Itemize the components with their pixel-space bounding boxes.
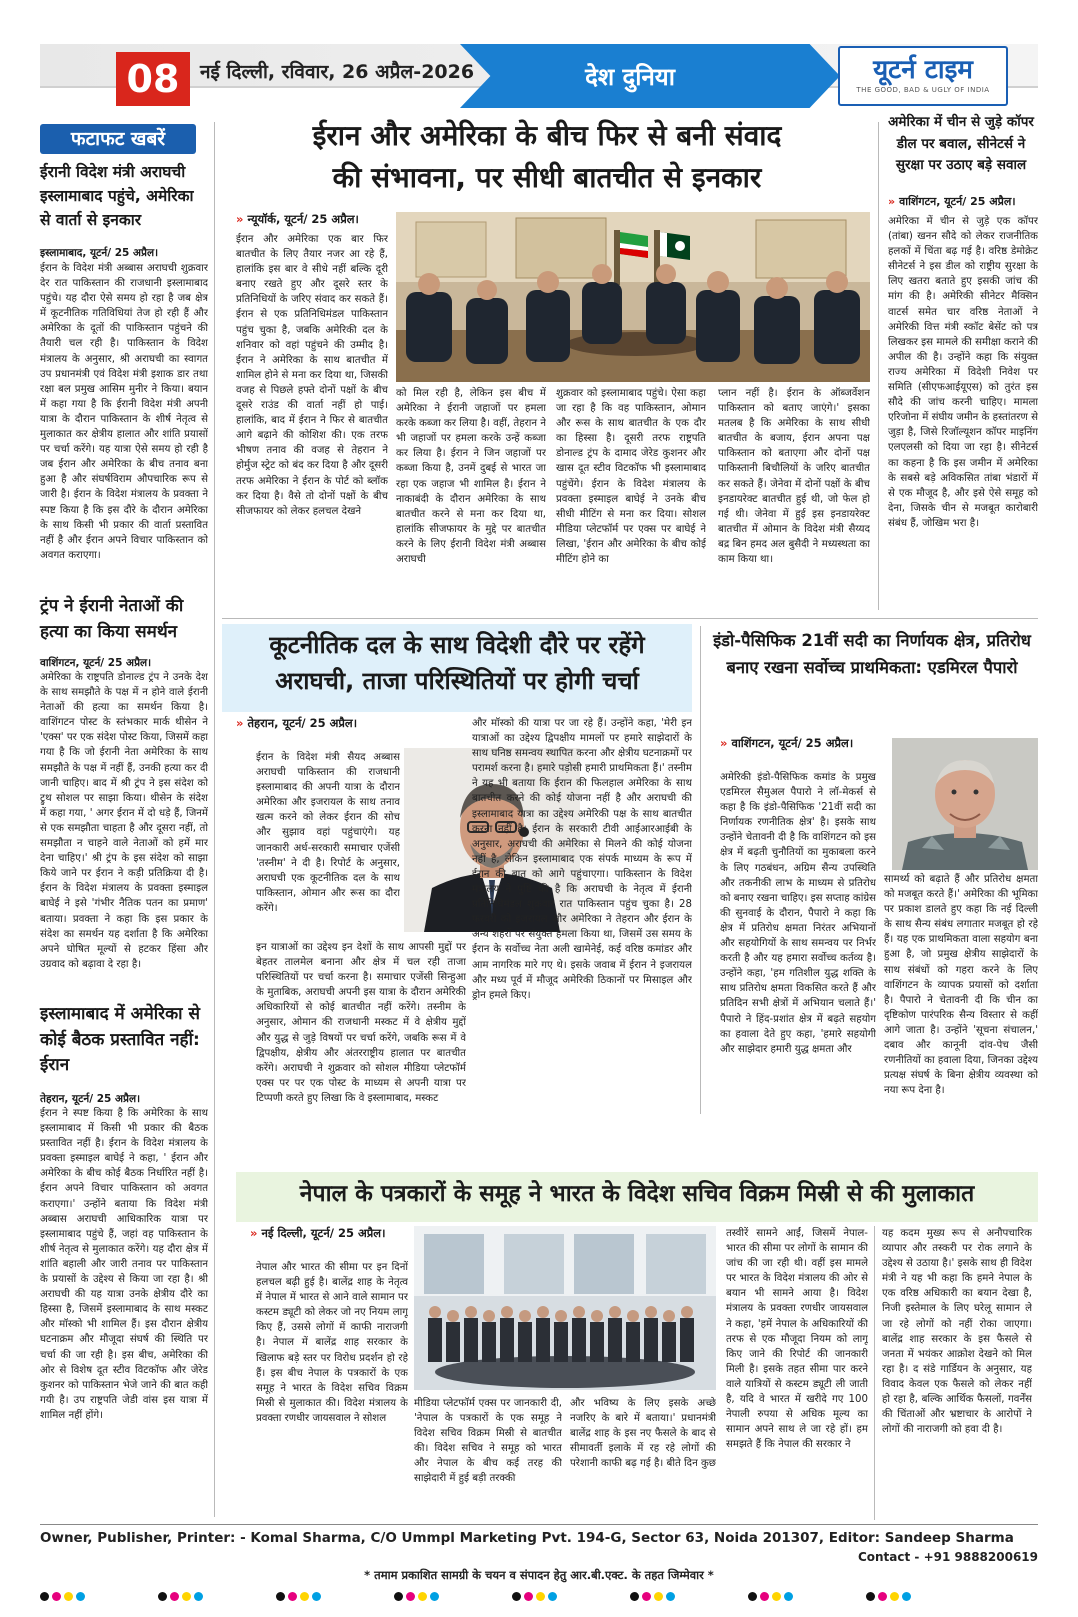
copper-deal-dateline: [888, 194, 1038, 209]
dateline-arrow-icon: »: [236, 212, 244, 226]
print-registration-marks: [40, 1592, 1038, 1606]
section-divider: [222, 618, 1038, 619]
brief3-body: ईरान ने स्पष्ट किया है कि अमेरिका के साथ इस्लामाबाद में किसी भी प्रकार की बैठक प्रस्तावित नहीं है। ईरान के विदेश मंत्रालय के प्रवक्ता इस्माइल बाघेई ने कहा, ' ईरान और अमेरिका के बीच कोई बैठक निर्धारित नहीं है। ईरान अपने विचार पाकिस्तान को अवगत कराएगा।' उन्होंने बताया कि विदेश मंत्री अब्बास अराघची आधिकारिक यात्रा पर इस्लामाबाद पहुंचे हैं, जहां वह पाकिस्तान के शीर्ष नेतृत्व से मुलाकात करेंगे। यह दौरा क्षेत्र में शांति बहाली और जारी तनाव पर पाकिस्तान के प्रयासों के उद्देश्य से किया जा रहा है। श्री अराघची की यह यात्रा उनके क्षेत्रीय दौरे का हिस्सा है, जिसमें इस्लामाबाद के साथ मस्कट और मॉस्को भी शामिल हैं। इस दौरान क्षेत्रीय घटनाक्रम और मौजूदा संघर्ष की स्थिति पर चर्चा की जा रही है। इस बीच, अमेरिका की ओर से विशेष दूत स्टीव विटकॉफ और जेरेड कुशनर को पाकिस्तान भेजे जाने की बात कही गयी है। उप राष्ट्रपति जेडी वांस इस यात्रा में शामिल नहीं होंगे।: [40, 1108, 208, 1421]
copper-deal-headline: अमेरिका में चीन से जुड़े कॉपर डील पर बवाल, सीनेटर्स ने सुरक्षा पर उठाए बड़े सवाल: [888, 114, 1034, 174]
brief1-body: ईरान के विदेश मंत्री अब्बास अराघची शुक्रवार देर रात पाकिस्तान की राजधानी इस्लामाबाद पहुंचे। यह दौरा ऐसे समय हो रहा है जब क्षेत्र में कूटनीतिक गतिविधियां तेज हो रही हैं और अमेरिका के दूतों की पाकिस्तान पहुंचने की तैयारी चल रही है। पाकिस्तान के विदेश मंत्रालय के अनुसार, श्री अराघची का स्वागत उप प्रधानमंत्री एवं विदेश मंत्री इशाक डार तथा रक्षा बल प्रमुख आसिम मुनीर ने किया। बयान में कहा गया है कि ईरानी विदेश मंत्री अपनी यात्रा के दौरान पाकिस्तान के शीर्ष नेतृत्व से मुलाकात कर क्षेत्रीय हालात और शांति प्रयासों पर चर्चा करेंगे। यह यात्रा ऐसे समय हो रही है जब ईरान और अमेरिका के बीच तनाव बना हुआ है और संघर्षविराम औपचारिक रूप से जारी है। ईरान के विदेश मंत्रालय के प्रवक्ता ने स्पष्ट किया है कि इस दौरे के दौरान अमेरिका के साथ किसी भी प्रकार की वार्ता प्रस्तावित नहीं है और ईरान अपने विचार पाकिस्तान को अवगत कराएगा।: [40, 263, 208, 561]
lead-body-col1: ईरान और अमेरिका एक बार फिर बातचीत के लिए तैयार नजर आ रहे हैं, हालांकि इस बार वे सीधे नहीं बल्कि दूरी बनाए रखते हुए और दूसरे स्तर के प्रतिनिधियों के जरिए संवाद कर सकते हैं। ईरान से एक प्रतिनिधिमंडल पाकिस्तान पहुंच चुका है, जबकि अमेरिकी दल के शनिवार को वहां पहुंचने की उम्मीद है। ईरान ने अमेरिका के साथ बातचीत में शामिल होने से मना कर दिया था, जिसकी वजह से पिछले हफ्ते दोनों पक्षों के बीच दूसरे राउंड की वार्ता नहीं हो पाई। हालांकि, बाद में ईरान ने फिर से बातचीत आगे बढ़ाने की कोशिश की। एक तरफ भीषण तनाव की वजह से तेहरान ने होर्मुज स्ट्रेट को बंद कर दिया है और दूसरी तरफ अमेरिका ने ईरान के पोर्ट को ब्लॉक कर दिया है। वैसे तो दोनों पक्षों के बीच सीजफायर को लेकर हलचल देखने: [236, 234, 388, 517]
newspaper-logo: [838, 46, 1008, 106]
brief2-body: अमेरिका के राष्ट्रपति डोनाल्ड ट्रंप ने उनके देश के साथ समझौते के पक्ष में न होने वाले ईरानी नेताओं की हत्या का समर्थन किया है। वाशिंगटन पोस्ट के स्तंभकार मार्क थीसेन ने 'एक्स' पर एक संदेश पोस्ट किया, जिसमें कहा गया है कि जो ईरानी नेता अमेरिका के साथ समझौते के पक्ष में नहीं हैं, उनकी हत्या कर दी जानी चाहिए। बाद में श्री ट्रंप ने इस संदेश को ट्रुथ सोशल पर साझा किया। थीसेन के संदेश में कहा गया, ' अगर ईरान में दो धड़े हैं, जिनमें से एक समझौता चाहता है और दूसरा नहीं, तो समझौता न चाहने वाले नेताओं को हमें मार देना चाहिए।' श्री ट्रंप के इस संदेश को साझा किये जाने पर ईरान ने कड़ी प्रतिक्रिया दी है। ईरान के विदेश मंत्रालय के प्रवक्ता इस्माइल बाघेई ने इसे 'गंभीर नैतिक पतन का प्रमाण' बताया। प्रवक्ता ने कहा कि इस प्रकार के संदेश का समर्थन यह दर्शाता है कि अमेरिका अपने घोषित मूल्यों से हटकर हिंसा और उग्रवाद को बढ़ावा दे रहा है।: [40, 672, 208, 970]
paparo-headline: इंडो-पैसिफिक 21वीं सदी का निर्णायक क्षेत्र, प्रतिरोध बनाए रखना सर्वोच्च प्राथमिकता: एडमिरल पैपारो: [713, 631, 1031, 677]
page-number: 08: [116, 52, 190, 106]
nepal-dateline-text: नई दिल्ली, यूटर्न/ 25 अप्रैल।: [261, 1226, 386, 1240]
dateline-arrow-icon: »: [236, 716, 244, 730]
lead-dateline: [236, 212, 396, 227]
registration-dots: [512, 1592, 557, 1601]
lead-photo-meeting: [396, 212, 870, 382]
brief1-headline: ईरानी विदेश मंत्री अराघची इस्लामाबाद पहुंचे, अमेरिका से वार्ता से इनकार: [40, 163, 194, 230]
dateline-arrow-icon: »: [250, 1226, 258, 1240]
imprint-line: Owner, Publisher, Printer: - Komal Sharma, C/O Ummpl Marketing Pvt. 194-G, Sector 63, Noida 201307, Editor: Sandeep Sharma: [40, 1530, 1014, 1546]
araghchi-dateline: [236, 716, 466, 731]
column-divider: [878, 122, 879, 610]
footer-rule: [40, 1524, 1038, 1525]
nepal-body-col3: और भविष्य के लिए इसके अच्छे नजरिए के बारे में बताया।' प्रधानमंत्री बालेंद्र शाह के इस नए फैसले के बाद से सीमावर्ती इलाके में रह रहे लोगों की परेशानी काफी बढ़ गई है। बीते दिन कुछ: [570, 1398, 716, 1470]
copper-deal-dateline-text: वाशिंगटन, यूटर्न/ 25 अप्रैल।: [899, 195, 1016, 208]
logo-text: यूटर्न टाइम: [873, 55, 973, 85]
brief2-dateline: वाशिंगटन, यूटर्न/ 25 अप्रैल।: [40, 657, 152, 669]
araghchi-headline-line1: कूटनीतिक दल के साथ विदेशी दौरे पर रहेंगे: [269, 631, 645, 659]
nepal-body-col5: यह कदम मुख्य रूप से अनौपचारिक व्यापार और तस्करी पर रोक लगाने के उद्देश्य से उठाया है।' इसके साथ ही विदेश मंत्री ने यह भी कहा कि हमने नेपाल के एक वरिष्ठ अधिकारी का बयान देखा है, निजी इस्तेमाल के लिए घरेलू सामान ले जा रहे लोगों को नहीं रोका जाएगा। बालेंद्र शाह सरकार के इस फैसले से जनता में भयंकर आक्रोश देखने को मिल रहा है। द संडे गार्डियन के अनुसार, यह विवाद केवल एक फैसले को लेकर नहीं हो रहा है, बल्कि आर्थिक फैसलों, गवर्नेंस की चिंताओं और भ्रष्टाचार के आरोपों ने लोगों की नाराजगी को हवा दी है।: [882, 1228, 1032, 1436]
meeting-illustration: [396, 212, 870, 382]
paparo-dateline: [720, 736, 870, 751]
nepal-photo-group: [414, 1226, 716, 1390]
brief3-headline: इस्लामाबाद में अमेरिका से कोई बैठक प्रस्तावित नहीं: ईरान: [40, 1004, 200, 1075]
admiral-illustration: [892, 738, 1038, 870]
lead-dateline-text: न्यूयॉर्क, यूटर्न/ 25 अप्रैल।: [247, 212, 359, 226]
brief3-dateline: तेहरान, यूटर्न/ 25 अप्रैल।: [40, 1093, 141, 1105]
nepal-body-col4: तस्वीरें सामने आईं, जिसमें नेपाल-भारत की सीमा पर लोगों के सामान की जांच की जा रही थी। वहीं इस मामले पर भारत के विदेश मंत्रालय की ओर से बयान भी सामने आया है। विदेश मंत्रालय के प्रवक्ता रणधीर जायसवाल ने कहा, 'हमें नेपाल के अधिकारियों की तरफ से एक मौजूदा नियम को लागू किए जाने की रिपोर्ट की जानकारी मिली है। इसके तहत सीमा पार करने वाले यात्रियों से कस्टम ड्यूटी ली जाती है, यदि वे भारत में खरीदे गए 100 नेपाली रुपया से अधिक मूल्य का सामान अपने साथ ले जा रहे हों। हम समझते हैं कि नेपाल की सरकार ने: [726, 1228, 868, 1451]
registration-dots: [276, 1592, 321, 1601]
dateline-arrow-icon: »: [888, 195, 896, 208]
araghchi-dateline-text: तेहरान, यूटर्न/ 25 अप्रैल।: [247, 716, 358, 730]
nepal-dateline: [250, 1226, 430, 1241]
disclaimer-line: * तमाम प्रकाशित सामग्री के चयन व संपादन हेतु आर.बी.एक्ट. के तहत जिम्मेवार *: [364, 1568, 714, 1582]
paparo-body-col2: सामर्थ्य को बढ़ाते हैं और प्रतिरोध क्षमता को मजबूत करते हैं।' अमेरिका की भूमिका पर प्रकाश डालते हुए कहा कि नई दिल्ली के साथ सैन्य संबंध लगातार मजबूत हो रहे हैं। यह एक प्राथमिकता वाला सहयोग बना हुआ है, जो प्रमुख क्षेत्रीय साझेदारों के साथ संबंधों को गहरा करने के लिए वाशिंगटन के व्यापक प्रयासों को दर्शाता है। पैपारो ने चेतावनी दी कि चीन का दृष्टिकोण पारंपरिक सैन्य विस्तार से कहीं आगे जाता है। उन्होंने 'सूचना संचालन,' दबाव और कानूनी दांव-पेच जैसी रणनीतियों का हवाला दिया, जिनका उद्देश्य प्रत्यक्ष संघर्ष के बिना क्षेत्रीय व्यवस्था को नया रूप देना है।: [884, 874, 1038, 1097]
araghchi-body-col2: और मॉस्को की यात्रा पर जा रहे हैं। उन्होंने कहा, 'मेरी इन यात्राओं का उद्देश्य द्विपक्षीय मामलों पर हमारे साझेदारों के साथ घनिष्ठ समन्वय स्थापित करना और क्षेत्रीय घटनाक्रमों पर परामर्श करना है। हमारे पड़ोसी हमारी प्राथमिकता हैं।' तस्नीम ने यह भी बताया कि ईरान की फिलहाल अमेरिका के साथ बातचीत करने की कोई योजना नहीं है और अराघची की इस्लामाबाद यात्रा का उद्देश्य अमेरिकी पक्ष के साथ बातचीत करना नहीं है। ईरान के सरकारी टीवी आईआरआईबी के अनुसार, अराघची की अमेरिका से मिलने की कोई योजना नहीं है, लेकिन इस्लामाबाद एक संपर्क माध्यम के रूप में ईरान की बात को आगे पहुंचाएगा। पाकिस्तान के विदेश मंत्रालय ने पुष्टि की है कि अराघची के नेतृत्व में ईरानी प्रतिनिधिमंडल शुक्रवार रात पाकिस्तान पहुंच चुका है। 28 फरवरी को इजरायल और अमेरिका ने तेहरान और ईरान के अन्य शहरों पर संयुक्त हमला किया था, जिसमें उस समय के ईरान के सर्वोच्च नेता अली खामेनेई, कई वरिष्ठ कमांडर और आम नागरिक मारे गए थे। इसके जवाब में ईरान ने इजरायल और मध्य पूर्व में मौजूद अमेरिकी ठिकानों पर मिसाइल और ड्रोन हमले किए।: [472, 718, 692, 1001]
section-name: देश दुनिया: [585, 62, 675, 91]
copper-deal-body: अमेरिका में चीन से जुड़े एक कॉपर (तांबा) खनन सौदे को लेकर राजनीतिक हलकों में चिंता बढ़ गई है। वरिष्ठ डेमोक्रेट सीनेटर्स ने इस डील को राष्ट्रीय सुरक्षा के लिए खतरा बताते हुए इसकी जांच की मांग की है। अमेरिकी सीनेटर मैक्सिन वाटर्स समेत चार वरिष्ठ नेताओं ने अमेरिकी वित्त मंत्री स्कॉट बेसेंट को पत्र लिखकर इस मामले की समीक्षा कराने की अपील की है। उन्होंने कहा कि संयुक्त राज्य अमेरिका में विदेशी निवेश पर समिति (सीएफआईयूएस) को तुरंत इस सौदे की जांच करनी चाहिए। मामला एरिजोना में संघीय जमीन के हस्तांतरण से जुड़ा है, जिसे रिजॉल्यूशन कॉपर माइनिंग एलएलसी को दिया जा रहा है। सीनेटर्स का कहना है कि इस जमीन में अमेरिका के सबसे बड़े अविकसित तांबा भंडारों में से एक मौजूद है, और इसे ऐसे समूह को देना, जिसके चीन से मजबूत कारोबारी संबंध हैं, जोखिम भरा है।: [888, 216, 1038, 529]
registration-dots: [40, 1592, 85, 1601]
group-photo-illustration: [414, 1226, 716, 1390]
date-line: नई दिल्ली, रविवार, 26 अप्रैल-2026: [200, 61, 475, 83]
lead-body-col3: शुक्रवार को इस्लामाबाद पहुंचे। ऐसा कहा जा रहा है कि वह पाकिस्तान, ओमान और रूस के साथ बातचीत के एक दौर का हिस्सा है। दूसरी तरफ राष्ट्रपति डोनाल्ड ट्रंप के दामाद जेरेड कुशनर और खास दूत स्टीव विटकॉफ भी इस्लामाबाद पहुंचेंगे। ईरान के विदेश मंत्रालय के प्रवक्ता इस्माइल बाघेई ने उनके बीच सीधी मीटिंग से मना कर दिया। सोशल मीडिया प्लेटफॉर्म पर एक्स पर बाघेई ने लिखा, 'ईरान और अमेरिका के बीच कोई मीटिंग होने का: [556, 388, 706, 566]
araghchi-body-wide: इन यात्राओं का उद्देश्य इन देशों के साथ आपसी मुद्दों पर बेहतर तालमेल बनाना और क्षेत्र में चल रही ताजा परिस्थितियों पर चर्चा करना है। समाचार एजेंसी सिन्हुआ के मुताबिक, अराघची अपनी इस यात्रा के दौरान अमेरिकी अधिकारियों से कोई बातचीत नहीं करेंगे। तस्नीम के अनुसार, ओमान की राजधानी मस्कट में वे क्षेत्रीय मुद्दों और युद्ध से जुड़े विषयों पर चर्चा करेंगे, जबकि रूस में वे द्विपक्षीय, क्षेत्रीय और अंतरराष्ट्रीय हालात पर बातचीत करेंगे। अराघची ने शुक्रवार को सोशल मीडिया प्लेटफॉर्म एक्स पर पर एक पोस्ट के माध्यम से अपनी यात्रा पर टिप्पणी करते हुए लिखा कि वे इस्लामाबाद, मस्कट: [256, 942, 466, 1104]
brief1-dateline: इस्लामाबाद, यूटर्न/ 25 अप्रैल।: [40, 247, 159, 259]
registration-dots: [748, 1592, 793, 1601]
lead-body-col4: प्लान नहीं है। ईरान के ऑब्जर्वेशन पाकिस्तान को बताए जाएंगे।' इसका मतलब है कि अमेरिका के साथ सीधी बातचीत के बजाय, ईरान अपना पक्ष पाकिस्तान को बताएगा और दोनों पक्ष पाकिस्तानी बिचौलियों के जरिए बातचीत कर सकते हैं। जेनेवा में दोनों पक्षों के बीच इनडायरेक्ट बातचीत हुई थी, जो फेल हो गई थी। जेनेवा में हुई इस इनडायरेक्ट बातचीत में ओमान के विदेश मंत्री सैय्यद बद्र बिन हमद अल बुसैदी ने मध्यस्थता का काम किया था।: [718, 388, 870, 566]
column-divider: [214, 122, 215, 1517]
news-brief-badge: फटाफट खबरें: [40, 124, 196, 154]
registration-dots: [866, 1592, 911, 1601]
lead-body-col2: को मिल रही है, लेकिन इस बीच में अमेरिका ने ईरानी जहाजों पर हमला करके कब्जा कर लिया है। वहीं, तेहरान ने भी जहाजों पर हमला करके उन्हें कब्जा कर लिया है। ईरान ने जिन जहाजों पर कब्जा किया है, उनमें दुबई से भारत जा रहा एक जहाज भी शामिल है। ईरान ने नाकाबंदी के दौरान अमेरिका के साथ बातचीत करने से मना कर दिया था, हालांकि सीजफायर के मुद्दे पर बातचीत करने के लिए ईरानी विदेश मंत्री अब्बास अराघची: [396, 388, 546, 566]
section-banner: [460, 44, 840, 108]
column-divider: [874, 1226, 875, 1520]
paparo-photo: [892, 738, 1038, 870]
nepal-headline: नेपाल के पत्रकारों के समूह ने भारत के विदेश सचिव विक्रम मिस्री से की मुलाकात: [299, 1181, 975, 1207]
lead-headline-line2: की संभावना, पर सीधी बातचीत से इनकार: [332, 161, 762, 194]
araghchi-body-col1: ईरान के विदेश मंत्री सैयद अब्बास अराघची पाकिस्तान की राजधानी इस्लामाबाद की अपनी यात्रा के दौरान अमेरिका और इजरायल के साथ तनाव खत्म करने को लेकर ईरान की सोच और सुझाव वहां पहुंचाएंगे। यह जानकारी अर्ध-सरकारी समाचार एजेंसी 'तस्नीम' ने दी है। रिपोर्ट के अनुसार, अराघची एक कूटनीतिक दल के साथ पाकिस्तान, ओमान और रूस का दौरा करेंगे।: [256, 752, 400, 914]
contact-line: Contact - +91 9888200619: [857, 1550, 1038, 1564]
nepal-body-col2: मीडिया प्लेटफॉर्म एक्स पर जानकारी दी, 'नेपाल के पत्रकारों के एक समूह ने विदेश सचिव विक्रम मिस्री से बातचीत की। विदेश सचिव ने समूह को भारत और नेपाल के बीच कई तरह की साझेदारी में हुई बड़ी तरक्की: [414, 1398, 562, 1485]
brief2-headline: ट्रंप ने ईरानी नेताओं की हत्या का किया समर्थन: [40, 596, 184, 642]
registration-dots: [158, 1592, 203, 1601]
logo-tagline: THE GOOD, BAD & UGLY OF INDIA: [856, 86, 990, 94]
dateline-arrow-icon: »: [720, 736, 728, 750]
registration-dots: [394, 1592, 439, 1601]
paparo-body-col1: अमेरिकी इंडो-पैसिफिक कमांड के प्रमुख एडमिरल सैमुअल पैपारो ने लॉ-मेकर्स से कहा है कि इंडो-पैसिफिक '21वीं सदी का निर्णायक रणनीतिक क्षेत्र' है। इसके साथ उन्होंने चेतावनी दी है कि वाशिंगटन को इस क्षेत्र में बढ़ती चुनौतियों का मुकाबला करने के लिए गठबंधन, अग्रिम सैन्य उपस्थिति और तकनीकी लाभ के माध्यम से प्रतिरोध को बनाए रखना चाहिए। इस सप्ताह कांग्रेस की सुनवाई के दौरान, पैपारो ने कहा कि क्षेत्र में प्रतिरोध क्षमता निरंतर अभियानों और सहयोगियों के साथ समन्वय पर निर्भर करती है और यह हमारा सर्वोच्च कर्तव्य है। उन्होंने कहा, 'हम गतिशील युद्ध शक्ति के साथ प्रतिरोध क्षमता विकसित करते हैं और प्रतिदिन सभी क्षेत्रों में अभियान चलाते हैं।' पैपारो ने हिंद-प्रशांत क्षेत्र में बढ़ते सहयोग का हवाला देते हुए कहा, 'हमारे सहयोगी और साझेदार हमारी युद्ध क्षमता और: [720, 772, 876, 1055]
column-divider: [700, 626, 701, 1114]
registration-dots: [630, 1592, 675, 1601]
paparo-dateline-text: वाशिंगटन, यूटर्न/ 25 अप्रैल।: [731, 736, 854, 750]
araghchi-headline-line2: अराघची, ताजा परिस्थितियों पर होगी चर्चा: [275, 667, 639, 695]
lead-headline-line1: ईरान और अमेरिका के बीच फिर से बनी संवाद: [312, 119, 782, 152]
nepal-body-col1: नेपाल और भारत की सीमा पर इन दिनों हलचल बढ़ी हुई है। बालेंद्र शाह के नेतृत्व में नेपाल में भारत से आने वाले सामान पर कस्टम ड्यूटी को लेकर जो नए नियम लागू किए हैं, उससे लोगों में काफी नाराजगी है। नेपाल में बालेंद्र शाह सरकार के खिलाफ बड़े स्तर पर विरोध प्रदर्शन हो रहे हैं। इस बीच नेपाल के पत्रकारों के एक समूह ने भारत के विदेश सचिव विक्रम मिस्री से मुलाकात की। विदेश मंत्रालय के प्रवक्ता रणधीर जायसवाल ने सोशल: [256, 1262, 408, 1424]
